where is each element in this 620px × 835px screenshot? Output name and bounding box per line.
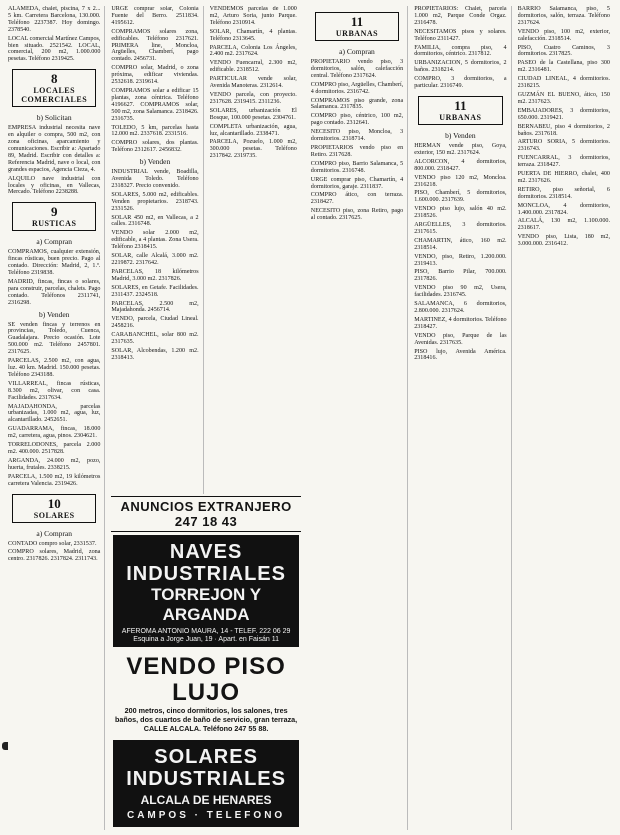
ad-text: ARTURO SORIA, 5 dormitorios. 2316743.	[517, 139, 610, 153]
ad-text: MONCLOA, 4 dormitorios, 1.400.000. 2317824.	[517, 202, 610, 216]
ad-contact: AFEROMA ANTONIO MAURA, 14 - TELEF. 222 06 29	[121, 628, 291, 635]
ad-text: COMPRAMOS solares zona, edificables. Teléfono 2317621. PRIMERA line, Moncloa, Argüelles, Chamberí, pago contado. 2456731.	[111, 28, 199, 63]
ad-text: CONTADO compro solar, 2331537.	[8, 540, 97, 547]
ad-text: COMPRO piso, Argüelles, Chamberí, 4 dormitorios. 2316742.	[310, 81, 404, 95]
ad-text: RETIRO, piso señorial, 6 dormitorios. 2318514.	[517, 186, 610, 200]
section-label: LOCALES COMERCIALES	[21, 86, 88, 105]
ad-text: MADRID, fincas, fincas o solares, para construir, parcelas, chalets. Pago contado. Teléfonos 2311741, 2316298.	[8, 278, 101, 306]
section-number: 11	[454, 97, 467, 113]
ad-text: ARGANDA, 24.000 m2, pozo, huerta, frutales. 2338215.	[8, 457, 101, 471]
ad-text: PISO, Chamberí, 5 dormitorios, 1.600.000. 2317639.	[414, 190, 507, 204]
center-top-row	[111, 6, 300, 494]
ad-text: COMPRO solares, Madrid, zona centro. 2317826. 2317824. 2311743.	[8, 549, 101, 563]
ad-text: NECESITO piso, Moncloa, 3 dormitorios. 2318714.	[310, 129, 404, 143]
ad-text: URGE comprar piso, Chamartín, 4 dormitorios, garaje. 2311837.	[310, 176, 404, 190]
subsection-title: a) Compran	[36, 237, 72, 247]
subsection-title: b) Venden	[445, 130, 476, 140]
section-label: SOLARES	[33, 510, 75, 520]
ad-text: FAMILIA, compra piso, 4 dormitorios, céntrico. 2317812.	[414, 44, 507, 58]
ad-text: URGE comprar solar, Colonia Fuente del Berro. 2511834. 4195612.	[111, 6, 199, 26]
ad-text: ALQUILO nave industrial con locales y oficinas, en Vallecas, Mercado. Teléfono 2238288.	[8, 175, 101, 196]
ad-text: PARCELAS, 2.500 m2, Majadahonda. 2456714.	[111, 300, 199, 314]
column-1	[8, 6, 105, 830]
ad-text: COMPRAMOS, cualquier extensión, fincas rústicas, buen precio. Pago al contado. Dirección: Madrid, 2, 1.º. Teléfono 2319838.	[8, 249, 101, 277]
ad-text: VILLARREAL, fincas rústicas, 8.300 m2, olivar, con casa. Facilidades. 2317634.	[8, 380, 101, 401]
column-4	[311, 6, 408, 830]
ad-text: TOLEDO, 5 km, parcelas hasta 12.000 m2. 2337618. 2331516.	[111, 124, 199, 138]
ad-text: PARCELA, Pozuelo, 1.000 m2, 300.000 pesetas. Teléfono 2317842. 2319735.	[209, 139, 297, 160]
ad-text: EMPRESA industrial necesita nave en alquiler o compra, 500 m2, con zona oficinas, aparcamiento y comunicaciones. Escribir a: Apartado 89, Madrid. Escribir con detalles a: Referencia Madrid, nave o local, con grandes espacios, Agencia Cieza, 4.	[8, 125, 101, 173]
ad-text: SALAMANCA, 6 dormitorios, 2.800.000. 2317624.	[414, 301, 507, 314]
ad-text: CHAMARTIN, ático, 160 m2. 2318514.	[414, 237, 507, 251]
ad-text: CIUDAD LINEAL, 4 dormitorios. 2318215.	[517, 76, 610, 90]
ad-text: VENDO piso lujo, salón 40 m2. 2318526.	[414, 206, 507, 220]
ad-subheadline: TORREJON Y ARGANDA	[151, 585, 262, 624]
subsection-title: b) Venden	[38, 309, 70, 319]
margin-mark	[2, 742, 8, 750]
ad-text: VENDO, piso, Retiro, 1.200.000. 2319413.	[414, 253, 507, 267]
ad-text: COMPRO piso, Barrio Salamanca, 5 dormitorios. 2316748.	[310, 160, 404, 174]
ad-text: VENDO piso, Parque de las Avenidas. 2317635.	[414, 332, 507, 346]
column-2	[111, 6, 203, 494]
ad-text: ARGÜELLES, 3 dormitorios. 2317615.	[414, 222, 507, 235]
ad-subheadline: ALCALA DE HENARES	[140, 793, 272, 807]
ad-text: MARTINEZ, 4 dormitorios. Teléfono 2318427.	[414, 316, 507, 330]
ad-text: PISO, Cuatro Caminos, 3 dormitorios. 2317825.	[517, 44, 610, 58]
section-number: 11	[350, 14, 364, 29]
subsection-title: a) Compran	[339, 47, 375, 56]
subsection-title: b) Venden	[139, 157, 171, 167]
column-3	[210, 6, 301, 494]
ad-text: COMPRO solar, Madrid, o zona próxima, edificar viviendas. 2532618. 2319614.	[111, 65, 199, 86]
ad-text: PROPIETARIOS: Chalet, parcela 1.000 m2, Parque Conde Orgaz. 2316478.	[414, 6, 507, 26]
ad-text: SOLARES, urbanización El Bosque, 100.000 pesetas. 2304761.	[209, 107, 297, 121]
ad-text: GUADARRAMA, fincas, 18.000 m2, carretera, agua, pinos. 2304621.	[8, 426, 101, 440]
ad-text: COMPRO solares, dos plantas. Teléfono 2312617. 2456832.	[111, 140, 199, 154]
section-box-urbanas	[315, 12, 399, 41]
ad-description: 200 metros, cinco dormitorios, los salones, tres baños, dos cuartos de baño de servicio, gran terraza, CALLE ALCALA. Teléfono 247 55 88.	[115, 706, 298, 733]
ad-address: Esquina a Jorge Juan, 19 · Apart. en Faisán 11	[133, 636, 279, 643]
section-number: 9	[50, 204, 58, 220]
subsection-title: b) Solicitan	[36, 113, 72, 123]
section-label: URBANAS	[335, 29, 379, 38]
ad-text: MAJADAHONDA, parcelas urbanizadas, 1.000 m2, agua, luz, alcantarillado. 2452651.	[8, 403, 101, 424]
ad-text: CARABANCHEL, solar 800 m2. 2317635.	[111, 332, 199, 346]
section-number: 10	[47, 495, 61, 511]
ad-text: COMPRAMOS solar a edificar 15 plantas, zona céntrica. Teléfono 4196627. COMPRAMOS solar, 500 m2, zona Salamanca. 2318426. 2316735.	[111, 87, 199, 122]
ad-text: INDUSTRIAL vende, Boadilla, Avenida Toledo. Teléfono 2318327. Precio convenido.	[111, 169, 199, 189]
ad-text: SE venden fincas y terrenos en provincias, Toledo, Cuenca, Guadalajara. Precio ocasión. Lote 500.000 m2. Teléfono 2457801. 2317625.	[8, 321, 101, 356]
ad-text: NECESITO piso, zona Retiro, pago al contado. 2317625.	[310, 208, 404, 222]
ad-text: URBANIZACION, 5 dormitorios, 2 baños. 2318214.	[414, 60, 507, 74]
ad-text: COMPRO ático, con terraza. 2318427.	[310, 192, 404, 206]
ad-text: BERNABEU, piso 4 dormitorios, 2 baños. 2317618.	[517, 123, 610, 137]
ad-text: GUZMÁN EL BUENO, ático, 150 m2. 2317623.	[517, 91, 610, 105]
ad-text: FUENCARRAL, 3 dormitorios, terraza. 2318427.	[517, 155, 610, 169]
ad-headline: NAVES INDUSTRIALES	[126, 541, 286, 585]
ad-text: VENDO piso, 100 m2, exterior, calefacción. 2318514.	[517, 28, 610, 42]
ad-text: VENDO piso, Lista, 180 m2, 3.000.000. 2316412.	[517, 234, 610, 248]
ad-text: VENDEMOS parcelas de 1.000 m2, Arturo Soria, junto Parque. Teléfono 2310914.	[209, 6, 297, 26]
solares-industriales-ad	[113, 740, 298, 827]
ad-text: SOLARES, en Getafe. Facilidades. 2311437. 2324518.	[111, 284, 199, 298]
column-5	[414, 6, 511, 830]
ad-text: VENDO piso 90 m2, Usera, facilidades. 2316745.	[414, 285, 507, 299]
vendo-piso-lujo-ad	[113, 654, 298, 733]
ad-text: PISO, Barrio Pilar, 700.000. 2317826.	[414, 269, 507, 283]
ad-text: PROPIETARIOS vendo piso en Retiro. 2317628.	[310, 144, 404, 158]
ad-text: TORRELODONES, parcela 2.000 m2. 400.000. 2517828.	[8, 442, 101, 455]
ad-text: HERMAN vende piso, Goya, exterior, 150 m2. 2317624.	[414, 142, 507, 156]
ad-text: PARCELA, Colonia Los Ángeles, 2.400 m2. 2317624.	[209, 44, 297, 58]
ad-text: VENDO solar 2.000 m2, edificable, a 4 plantas. Zona Usera. Teléfono 2318415.	[111, 230, 199, 251]
ad-headline: SOLARES INDUSTRIALES	[126, 746, 286, 790]
ad-text: ALCORCON, 4 dormitorios, 800.000. 2318427.	[414, 158, 507, 172]
ad-text: SOLAR, calle Alcalá, 3.000 m2. 2219872. 2317642.	[111, 253, 199, 266]
ad-text: SOLAR, Alcobendas, 1.200 m2. 2318413.	[111, 347, 199, 361]
ad-text: PUERTA DE HIERRO, chalet, 400 m2. 2317626.	[517, 171, 610, 184]
ad-text: VENDO parcela, con proyecto. 2317628. 2319415. 2311236.	[209, 91, 297, 105]
ad-text: PARCELAS, 18 kilómetros Madrid, 3.000 m2. 2317826.	[111, 268, 199, 282]
ad-text: SOLAR, Chamartín, 4 plantas. Teléfono 2313645.	[209, 28, 297, 42]
ad-text: PROPIETARIO vendo piso, 3 dormitorios, salón, calefacción central. Teléfono 2317624.	[310, 59, 404, 79]
ad-contact: CAMPOS · TELEFONO	[126, 810, 286, 821]
center-wide-area	[111, 6, 304, 830]
ad-text: COMPRO piso, céntrico, 100 m2, pago contado. 2312641.	[310, 113, 404, 127]
ad-text: PISO lujo, Avenida América. 2318416.	[414, 348, 507, 362]
section-number: 8	[50, 71, 58, 87]
ad-text: PARCELA, 1.500 m2, 19 kilómetros carretera Valencia. 2319426.	[8, 473, 101, 487]
ad-text: VENDO piso 120 m2, Moncloa. 2316218.	[414, 174, 507, 188]
section-box-urbanas	[418, 96, 502, 125]
ad-text: NECESITAMOS pisos y solares. Teléfono 2311427.	[414, 28, 507, 42]
newspaper-page	[8, 6, 614, 830]
anuncios-extranjero-heading: ANUNCIOS EXTRANJERO 247 18 43	[111, 496, 300, 532]
naves-industriales-ad	[113, 535, 298, 647]
section-box-rusticas	[12, 202, 96, 231]
ad-text: SOLARES, 5.000 m2, edificables. Venden propietarios. 2318743. 2331526.	[111, 191, 199, 212]
ad-text: PARCELAS, 2.500 m2, con agua, luz. 40 km. Madrid. 150.000 pesetas. Teléfono 2343188.	[8, 358, 101, 378]
ad-text: PARTICULAR vende solar, Avenida Manoteras. 2312614.	[209, 76, 297, 90]
ad-text: ALAMEDA, chalet, piscina, 7 x 2... 5 km. Carretera Barcelona, 130.000. Teléfono 2237387. Hoy domingo. 2378540.	[8, 6, 101, 33]
ad-text: COMPRO, 3 dormitorios, a particular. 2316749.	[414, 76, 507, 90]
section-box-solares	[12, 494, 96, 523]
ad-text: ALCALÁ, 130 m2, 1.100.000. 2318617.	[517, 218, 610, 232]
section-label: RUSTICAS	[31, 219, 77, 229]
section-box-locales	[12, 69, 96, 107]
ad-text: LOCAL comercial Martínez Campos, bien situado. 2521542. LOCAL, comercial, 200 m2, 1.000.000 pesetas. Teléfono 2319425.	[8, 35, 101, 63]
section-label: URBANAS	[439, 112, 482, 122]
column-6	[518, 6, 614, 830]
ad-text: BARRIO Salamanca, piso, 5 dormitorios, salón, terraza. Teléfono 2317624.	[517, 6, 610, 26]
ad-text: VENDO, parcela, Ciudad Lineal. 2458216.	[111, 316, 199, 330]
ad-text: EMBAJADORES, 3 dormitorios, 650.000. 2319421.	[517, 107, 610, 121]
ad-text: VENDO Fuencarral, 2.300 m2, edificable. 2318512.	[209, 60, 297, 74]
subsection-title: a) Compran	[36, 528, 72, 538]
ad-text: PASEO de la Castellana, piso 300 m2. 2316481.	[517, 60, 610, 74]
ad-headline: VENDO PISO LUJO	[126, 653, 286, 706]
ad-text: SOLAR 450 m2, en Vallecas, a 2 calles. 2316748.	[111, 214, 199, 228]
ad-text: COMPRAMOS piso grande, zona Salamanca. 2317835.	[310, 97, 404, 111]
ad-text: COMPLETA urbanización, agua, luz, alcantarillado. 2338471.	[209, 123, 297, 137]
